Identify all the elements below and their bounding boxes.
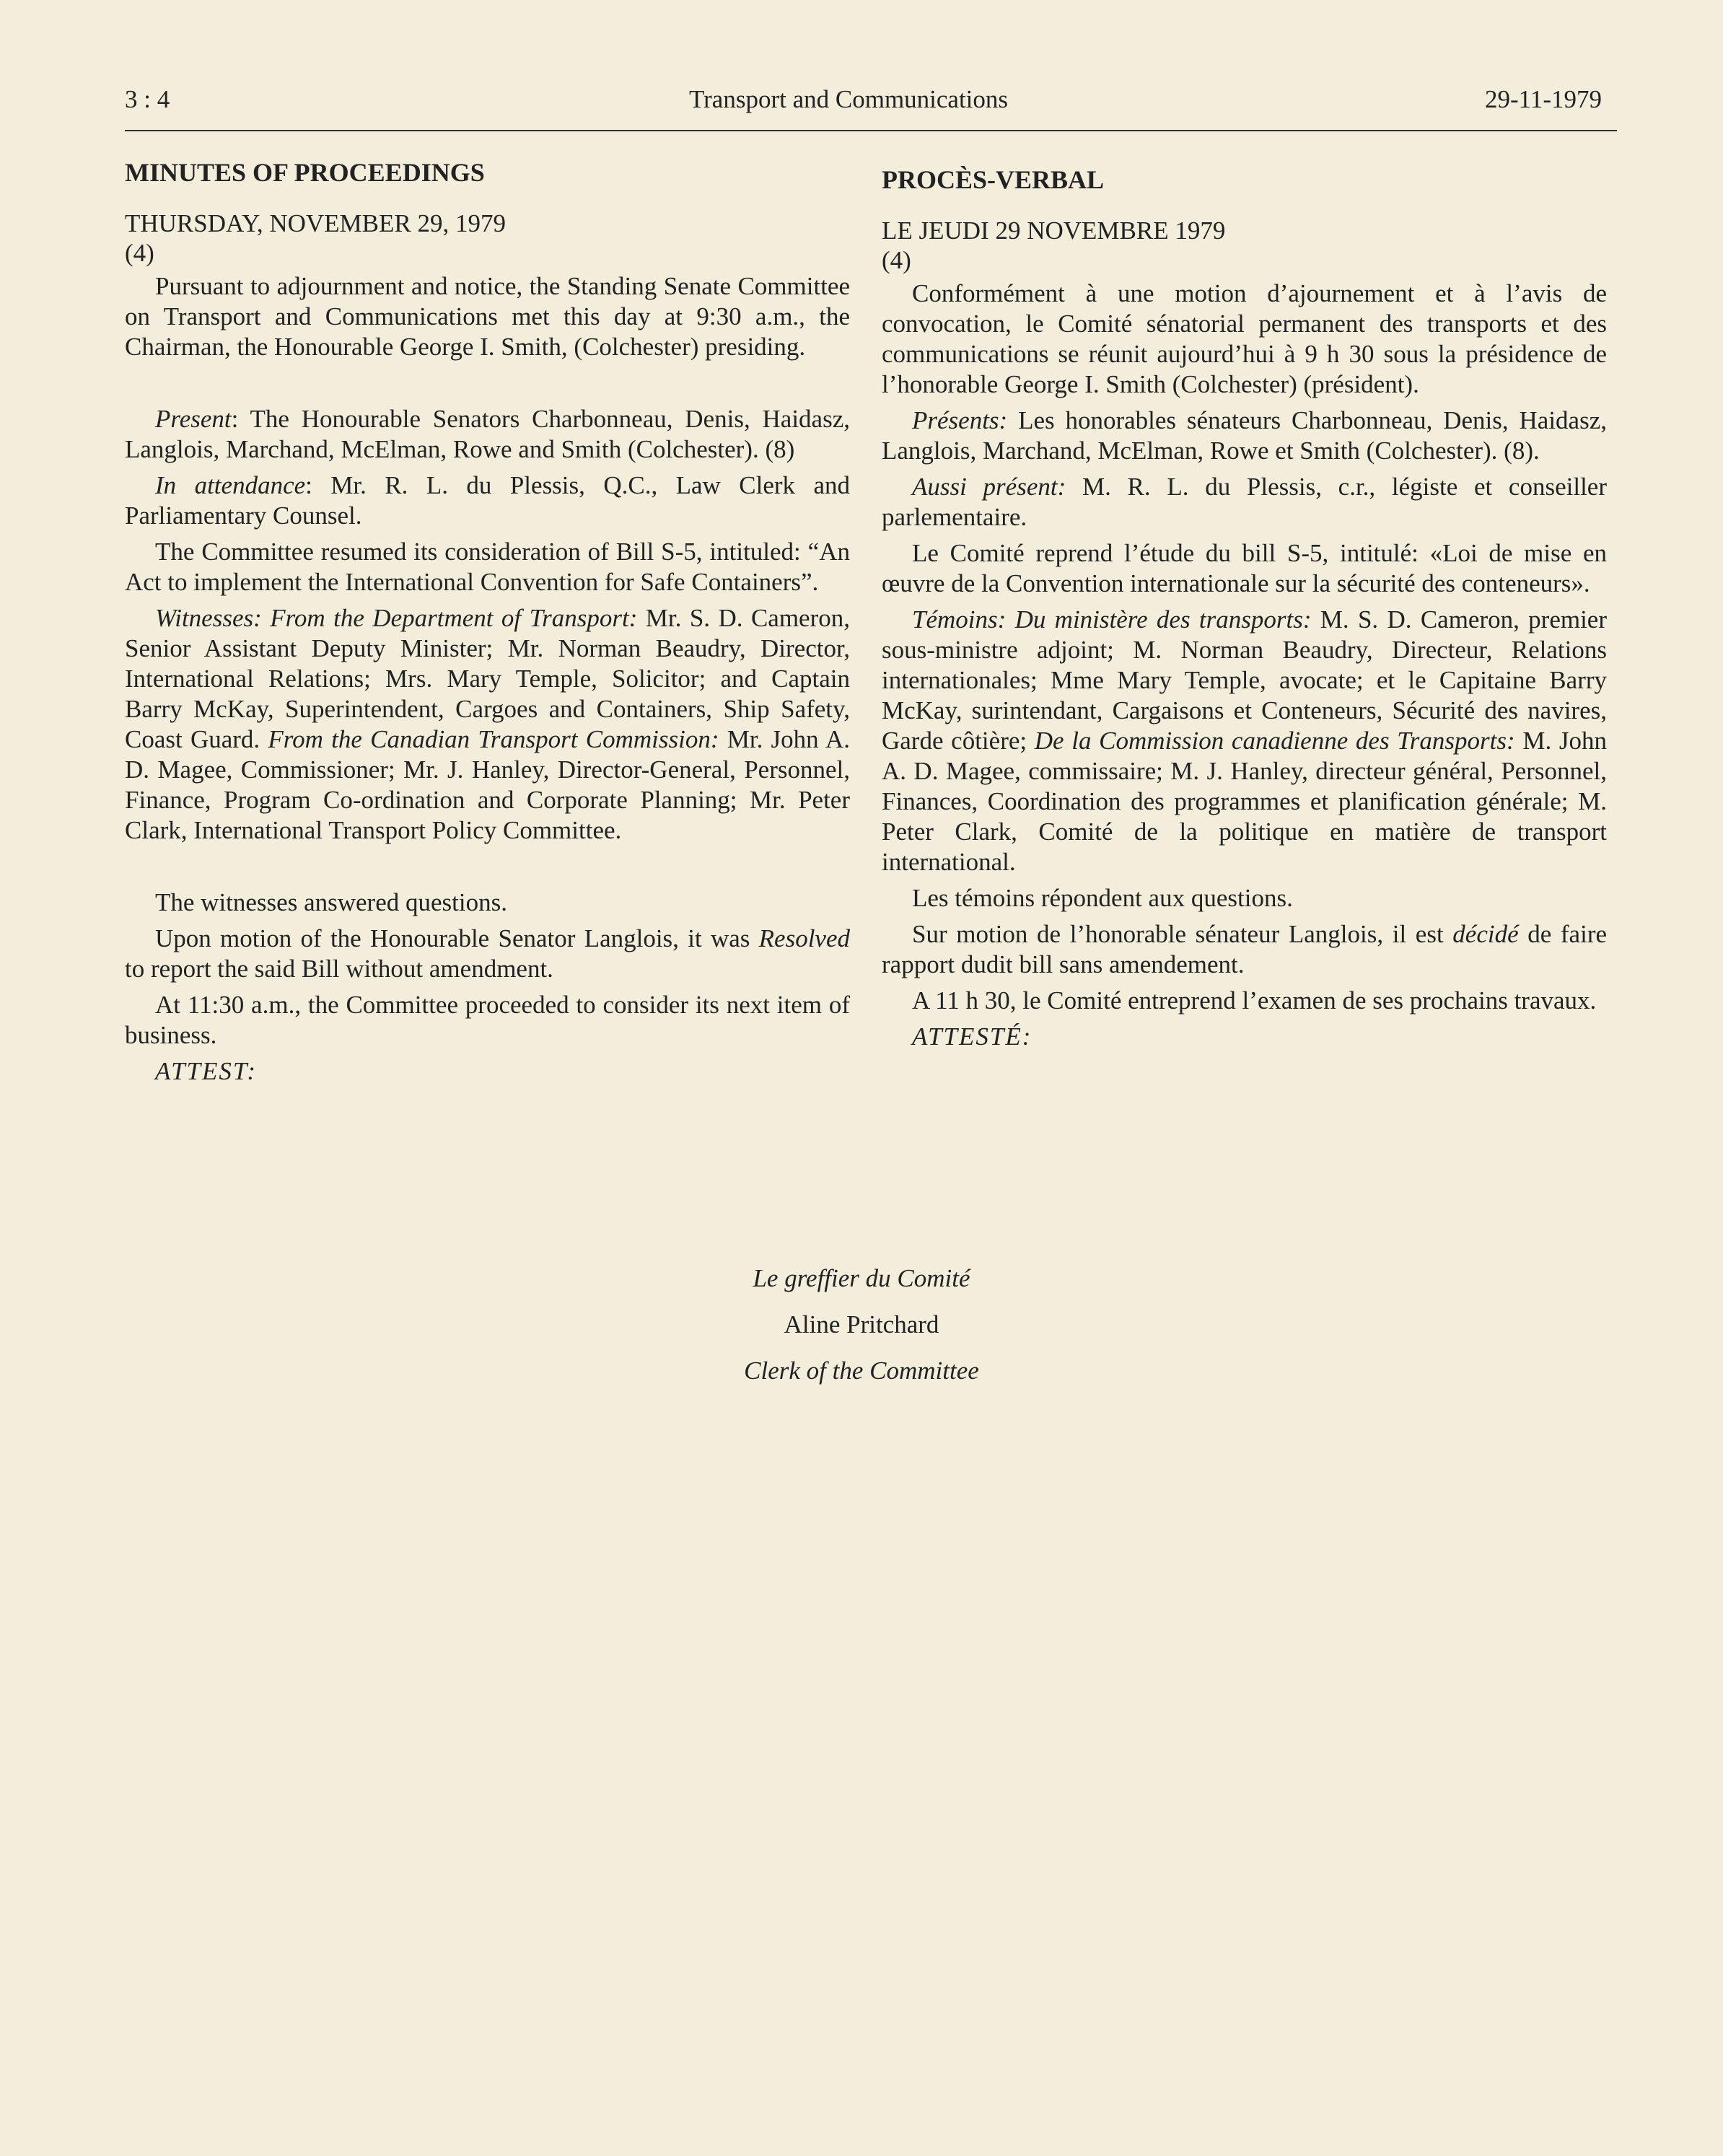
signature-name: Aline Pritchard xyxy=(784,1310,939,1338)
english-heading: MINUTES OF PROCEEDINGS xyxy=(125,158,485,187)
witnesses-text: M. S. D. Cameron, premier sous-ministre adjoint; M. Norman Beaudry, Directeur, Relations internationales; Mme Mary Temple, avocate; et le Capitaine Barry McKay, surintendant, Cargaisons et Conteneurs, Sécurité des navires, Garde côtière; xyxy=(882,605,1607,755)
french-column xyxy=(882,165,1607,1052)
english-bill-paragraph: The Committee resumed its consideration of Bill S-5, intituled: “An Act to implement the International Convention for Safe Containers”. xyxy=(125,538,850,596)
witnesses-text-commission: M. John A. D. Magee, commissaire; M. J. Hanley, directeur général, Personnel, Finances, Coordination des programmes et planification générale; M. Peter Clark, Comité de la politique en matière de transport international. xyxy=(882,727,1607,876)
french-answered-paragraph: Les témoins répondent aux questions. xyxy=(912,884,1293,912)
header-date: 29-11-1979 xyxy=(1485,85,1603,113)
witnesses-label-commission: From the Canadian Transport Commission: xyxy=(268,725,719,753)
motion-resolved: décidé xyxy=(1452,920,1519,948)
french-witnesses-paragraph xyxy=(882,605,1607,877)
english-next-paragraph: At 11:30 a.m., the Committee proceeded to consider its next item of business. xyxy=(125,991,850,1049)
french-present-paragraph xyxy=(882,406,1607,466)
english-answered-paragraph: The witnesses answered questions. xyxy=(155,888,507,916)
motion-resolved: Resolved xyxy=(758,924,850,952)
signature-english-title: Clerk of the Committee xyxy=(744,1357,979,1385)
motion-text-end: to report the said Bill without amendment. xyxy=(125,955,553,983)
header-rule xyxy=(125,130,1617,131)
english-date: THURSDAY, NOVEMBER 29, 1979 xyxy=(125,209,506,237)
page-number: 3 : 4 xyxy=(125,85,170,113)
witnesses-label: Witnesses: From the Department of Transport: xyxy=(155,604,638,632)
present-text: : The Honourable Senators Charbonneau, Denis, Haidasz, Langlois, Marchand, McElman, Rowe and Smith (Colchester). (8) xyxy=(125,405,850,463)
english-motion-paragraph xyxy=(125,924,850,984)
witnesses-label: Témoins: Du ministère des transports: xyxy=(912,605,1312,634)
attendance-label: In attendance xyxy=(155,471,306,499)
witnesses-label-commission: De la Commission canadienne des Transports: xyxy=(1034,727,1515,755)
present-label: Présents: xyxy=(912,406,1008,434)
witnesses-text: Mr. S. D. Cameron, Senior Assistant Deputy Minister; Mr. Norman Beaudry, Director, International Relations; Mrs. Mary Temple, Solicitor; and Captain Barry McKay, Superintendent, Cargoes and Containers, Ship Safety, Coast Guard. xyxy=(125,604,850,753)
english-attendance-paragraph xyxy=(125,470,850,531)
english-column xyxy=(125,157,850,1087)
english-witnesses-paragraph xyxy=(125,603,850,846)
french-attendance-paragraph xyxy=(882,472,1607,533)
attendance-text: : Mr. R. L. du Plessis, Q.C., Law Clerk and Parliamentary Counsel. xyxy=(125,471,850,530)
french-opening-paragraph: Conformément à une motion d’ajournement et à l’avis de convocation, le Comité sénatorial permanent des transports et des communications se réunit aujourd’hui à 9 h 30 sous la présidence de l’honorable George I. Smith (Colchester) (président). xyxy=(882,279,1607,398)
signature-french-title: Le greffier du Comité xyxy=(753,1264,970,1292)
motion-text: Upon motion of the Honourable Senator Langlois, it was xyxy=(155,924,759,952)
french-attest: ATTESTÉ: xyxy=(912,1022,1033,1051)
french-bill-paragraph: Le Comité reprend l’étude du bill S-5, intitulé: «Loi de mise en œuvre de la Convention internationale sur la sécurité des conteneurs». xyxy=(882,539,1607,597)
attendance-label: Aussi présent: xyxy=(912,473,1066,501)
motion-text: Sur motion de l’honorable sénateur Langlois, il est xyxy=(912,920,1453,948)
french-motion-paragraph xyxy=(882,919,1607,980)
english-opening-paragraph: Pursuant to adjournment and notice, the Standing Senate Committee on Transport and Communications met this day at 9:30 a.m., the Chairman, the Honourable George I. Smith, (Colchester) presiding. xyxy=(125,272,850,361)
running-title: Transport and Communications xyxy=(689,85,1009,113)
english-present-paragraph xyxy=(125,404,850,465)
english-attest: ATTEST: xyxy=(155,1057,258,1085)
english-meeting-number: (4) xyxy=(125,239,154,267)
witnesses-text-commission: Mr. John A. D. Magee, Commissioner; Mr. J. Hanley, Director-General, Personnel, Finance, Program Co-ordination and Corporate Planning; Mr. Peter Clark, International Transport Policy Committee. xyxy=(125,725,850,844)
french-date: LE JEUDI 29 NOVEMBRE 1979 xyxy=(882,216,1226,245)
attendance-text: M. R. L. du Plessis, c.r., légiste et conseiller parlementaire. xyxy=(882,473,1607,531)
french-heading: PROCÈS-VERBAL xyxy=(882,165,1105,194)
present-label: Present xyxy=(155,405,232,433)
french-next-paragraph: A 11 h 30, le Comité entreprend l’examen de ses prochains travaux. xyxy=(912,986,1597,1015)
present-text: Les honorables sénateurs Charbonneau, Denis, Haidasz, Langlois, Marchand, McElman, Rowe et Smith (Colchester). (8). xyxy=(882,406,1607,465)
french-meeting-number: (4) xyxy=(882,246,911,274)
motion-text-end: de faire rapport dudit bill sans amendement. xyxy=(882,920,1608,978)
